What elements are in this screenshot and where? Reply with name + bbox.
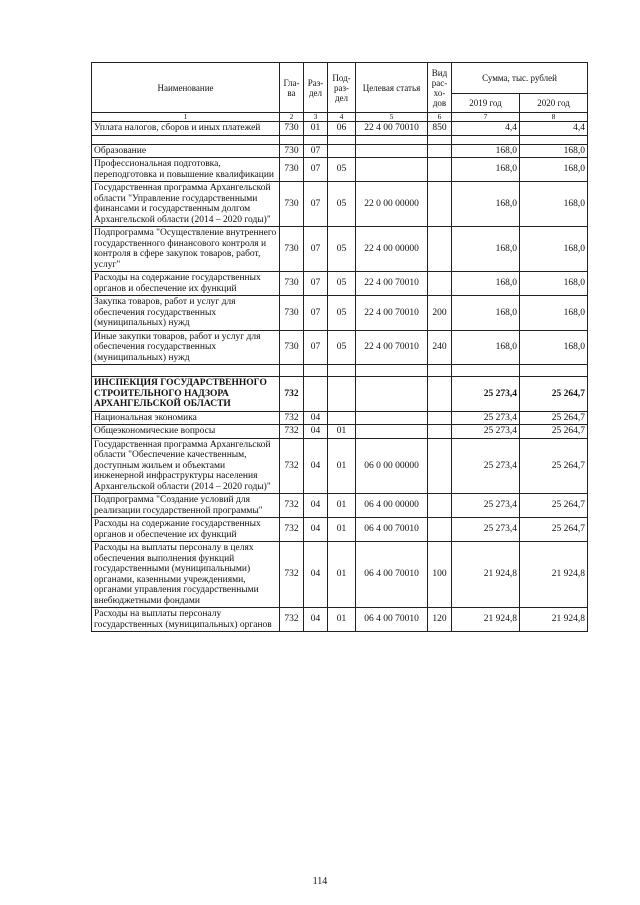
row-expense-type bbox=[428, 377, 452, 412]
row-target-article bbox=[356, 144, 428, 158]
row-razdel: 07 bbox=[304, 272, 328, 296]
table-row bbox=[92, 182, 588, 227]
row-podrazdel bbox=[328, 377, 356, 412]
row-glava: 730 bbox=[280, 144, 304, 158]
row-sum-2019: 168,0 bbox=[452, 330, 520, 365]
row-podrazdel: 05 bbox=[328, 330, 356, 365]
row-sum-2019: 168,0 bbox=[452, 182, 520, 227]
column-numbers-row bbox=[92, 113, 588, 122]
row-expense-type: 200 bbox=[428, 296, 452, 331]
header-target-article: Целевая статья bbox=[356, 63, 428, 113]
row-podrazdel bbox=[328, 144, 356, 158]
spacer-row bbox=[92, 135, 588, 144]
row-razdel: 07 bbox=[304, 182, 328, 227]
row-glava: 732 bbox=[280, 518, 304, 542]
header-expense-type: Вид рас-хо-дов bbox=[428, 63, 452, 113]
row-expense-type bbox=[428, 158, 452, 182]
row-sum-2020: 168,0 bbox=[520, 182, 588, 227]
row-sum-2020: 21 924,8 bbox=[520, 608, 588, 632]
table-row bbox=[92, 272, 588, 296]
column-number: 5 bbox=[356, 113, 428, 122]
row-razdel: 07 bbox=[304, 296, 328, 331]
row-name: Закупка товаров, работ и услуг для обеспечения государственных (муниципальных) нужд bbox=[92, 296, 280, 331]
row-podrazdel: 06 bbox=[328, 122, 356, 136]
row-razdel: 04 bbox=[304, 438, 328, 494]
row-expense-type bbox=[428, 411, 452, 425]
row-name: Общеэкономические вопросы bbox=[92, 425, 280, 439]
page-number: 114 bbox=[312, 876, 328, 887]
row-sum-2020: 21 924,8 bbox=[520, 542, 588, 608]
row-sum-2020: 25 264,7 bbox=[520, 425, 588, 439]
row-name: Расходы на выплаты персоналу государственных (муниципальных) органов bbox=[92, 608, 280, 632]
table-row bbox=[92, 227, 588, 272]
table-row bbox=[92, 122, 588, 136]
row-podrazdel: 01 bbox=[328, 608, 356, 632]
row-target-article: 22 0 00 00000 bbox=[356, 182, 428, 227]
row-sum-2019: 168,0 bbox=[452, 144, 520, 158]
row-sum-2020: 25 264,7 bbox=[520, 377, 588, 412]
row-podrazdel: 05 bbox=[328, 296, 356, 331]
header-sum: Сумма, тыс. рублей bbox=[452, 63, 588, 94]
row-podrazdel: 05 bbox=[328, 158, 356, 182]
row-target-article: 06 4 00 00000 bbox=[356, 494, 428, 518]
table-row bbox=[92, 542, 588, 608]
row-name: Расходы на выплаты персоналу в целях обеспечения выполнения функций государственными (муниципальными) органами, казенными учреждениями, органами управления государственными внебюджетными фондами bbox=[92, 542, 280, 608]
row-name: Уплата налогов, сборов и иных платежей bbox=[92, 122, 280, 136]
row-target-article bbox=[356, 158, 428, 182]
row-glava: 730 bbox=[280, 122, 304, 136]
row-sum-2020: 168,0 bbox=[520, 158, 588, 182]
header-podrazdel: Под-раз-дел bbox=[328, 63, 356, 113]
row-podrazdel bbox=[328, 411, 356, 425]
row-sum-2020: 25 264,7 bbox=[520, 494, 588, 518]
row-name: ИНСПЕКЦИЯ ГОСУДАРСТВЕННОГО СТРОИТЕЛЬНОГО НАДЗОРА АРХАНГЕЛЬСКОЙ ОБЛАСТИ bbox=[92, 377, 280, 412]
row-expense-type bbox=[428, 438, 452, 494]
row-sum-2019: 25 273,4 bbox=[452, 494, 520, 518]
row-target-article: 06 4 00 70010 bbox=[356, 542, 428, 608]
row-sum-2019: 4,4 bbox=[452, 122, 520, 136]
row-target-article: 06 4 00 70010 bbox=[356, 518, 428, 542]
row-razdel: 07 bbox=[304, 330, 328, 365]
row-glava: 730 bbox=[280, 330, 304, 365]
row-sum-2019: 168,0 bbox=[452, 272, 520, 296]
column-number: 8 bbox=[520, 113, 588, 122]
row-sum-2020: 25 264,7 bbox=[520, 438, 588, 494]
row-podrazdel: 01 bbox=[328, 494, 356, 518]
row-razdel: 04 bbox=[304, 411, 328, 425]
table-row bbox=[92, 144, 588, 158]
row-sum-2020: 168,0 bbox=[520, 227, 588, 272]
row-razdel bbox=[304, 377, 328, 412]
table-row bbox=[92, 296, 588, 331]
row-sum-2020: 25 264,7 bbox=[520, 411, 588, 425]
row-razdel: 07 bbox=[304, 144, 328, 158]
row-razdel: 04 bbox=[304, 425, 328, 439]
row-glava: 732 bbox=[280, 438, 304, 494]
row-name: Государственная программа Архангельской области "Обеспечение качественным, доступным жильем и объектами инженерной инфраструктуры населения Архангельской области (2014 – 2020 годы)" bbox=[92, 438, 280, 494]
row-target-article: 22 4 00 70010 bbox=[356, 330, 428, 365]
column-number: 4 bbox=[328, 113, 356, 122]
row-podrazdel: 01 bbox=[328, 518, 356, 542]
row-expense-type bbox=[428, 518, 452, 542]
table-row bbox=[92, 425, 588, 439]
row-expense-type bbox=[428, 272, 452, 296]
row-razdel: 04 bbox=[304, 608, 328, 632]
row-sum-2019: 25 273,4 bbox=[452, 438, 520, 494]
row-sum-2019: 25 273,4 bbox=[452, 518, 520, 542]
table-row bbox=[92, 608, 588, 632]
row-name: Подпрограмма "Создание условий для реализации государственной программы" bbox=[92, 494, 280, 518]
row-sum-2020: 168,0 bbox=[520, 144, 588, 158]
row-razdel: 04 bbox=[304, 518, 328, 542]
row-expense-type: 240 bbox=[428, 330, 452, 365]
header-year-2019: 2019 год bbox=[452, 94, 520, 113]
row-sum-2020: 168,0 bbox=[520, 330, 588, 365]
row-sum-2019: 21 924,8 bbox=[452, 542, 520, 608]
row-target-article: 22 4 00 70010 bbox=[356, 272, 428, 296]
row-glava: 732 bbox=[280, 542, 304, 608]
row-glava: 732 bbox=[280, 411, 304, 425]
row-name: Подпрограмма "Осуществление внутреннего государственного финансового контроля и контроля в сфере закупок товаров, работ, услуг" bbox=[92, 227, 280, 272]
table-row bbox=[92, 158, 588, 182]
column-number: 6 bbox=[428, 113, 452, 122]
row-sum-2019: 21 924,8 bbox=[452, 608, 520, 632]
row-sum-2019: 168,0 bbox=[452, 296, 520, 331]
row-sum-2020: 168,0 bbox=[520, 272, 588, 296]
table-row bbox=[92, 494, 588, 518]
spacer-row bbox=[92, 365, 588, 377]
table-row bbox=[92, 411, 588, 425]
row-sum-2019: 25 273,4 bbox=[452, 425, 520, 439]
row-podrazdel: 05 bbox=[328, 272, 356, 296]
row-expense-type bbox=[428, 182, 452, 227]
row-glava: 730 bbox=[280, 272, 304, 296]
row-glava: 730 bbox=[280, 296, 304, 331]
header-glava: Гла-ва bbox=[280, 63, 304, 113]
row-target-article: 22 4 00 70010 bbox=[356, 296, 428, 331]
column-number: 7 bbox=[452, 113, 520, 122]
row-expense-type: 120 bbox=[428, 608, 452, 632]
row-sum-2019: 25 273,4 bbox=[452, 377, 520, 412]
table-row bbox=[92, 330, 588, 365]
row-expense-type bbox=[428, 227, 452, 272]
row-sum-2019: 168,0 bbox=[452, 158, 520, 182]
row-sum-2019: 168,0 bbox=[452, 227, 520, 272]
row-target-article bbox=[356, 425, 428, 439]
row-expense-type: 100 bbox=[428, 542, 452, 608]
row-name: Иные закупки товаров, работ и услуг для обеспечения государственных (муниципальных) нужд bbox=[92, 330, 280, 365]
row-podrazdel: 01 bbox=[328, 542, 356, 608]
row-glava: 732 bbox=[280, 608, 304, 632]
row-name: Профессиональная подготовка, переподготовка и повышение квалификации bbox=[92, 158, 280, 182]
row-name: Расходы на содержание государственных органов и обеспечение их функций bbox=[92, 272, 280, 296]
row-podrazdel: 01 bbox=[328, 438, 356, 494]
row-expense-type bbox=[428, 494, 452, 518]
row-sum-2020: 25 264,7 bbox=[520, 518, 588, 542]
row-razdel: 07 bbox=[304, 227, 328, 272]
row-glava: 732 bbox=[280, 494, 304, 518]
row-name: Национальная экономика bbox=[92, 411, 280, 425]
row-glava: 732 bbox=[280, 377, 304, 412]
row-podrazdel: 05 bbox=[328, 182, 356, 227]
row-name: Расходы на содержание государственных органов и обеспечение их функций bbox=[92, 518, 280, 542]
header-year-2020: 2020 год bbox=[520, 94, 588, 113]
row-glava: 730 bbox=[280, 182, 304, 227]
table-row bbox=[92, 518, 588, 542]
row-razdel: 04 bbox=[304, 542, 328, 608]
header-razdel: Раз-дел bbox=[304, 63, 328, 113]
row-razdel: 01 bbox=[304, 122, 328, 136]
header-row bbox=[92, 63, 588, 94]
table-row bbox=[92, 438, 588, 494]
budget-page bbox=[91, 62, 587, 632]
row-expense-type: 850 bbox=[428, 122, 452, 136]
row-sum-2020: 168,0 bbox=[520, 296, 588, 331]
row-sum-2019: 25 273,4 bbox=[452, 411, 520, 425]
row-podrazdel: 05 bbox=[328, 227, 356, 272]
row-name: Государственная программа Архангельской области "Управление государственными финансами и государственным долгом Архангельской области (2014 – 2020 годы)" bbox=[92, 182, 280, 227]
row-name: Образование bbox=[92, 144, 280, 158]
row-razdel: 07 bbox=[304, 158, 328, 182]
row-expense-type bbox=[428, 425, 452, 439]
table-row-section-header bbox=[92, 377, 588, 412]
row-glava: 730 bbox=[280, 227, 304, 272]
row-glava: 732 bbox=[280, 425, 304, 439]
row-razdel: 04 bbox=[304, 494, 328, 518]
row-glava: 730 bbox=[280, 158, 304, 182]
row-podrazdel: 01 bbox=[328, 425, 356, 439]
row-target-article bbox=[356, 377, 428, 412]
row-target-article: 06 4 00 70010 bbox=[356, 608, 428, 632]
header-name: Наименование bbox=[92, 63, 280, 113]
column-number: 3 bbox=[304, 113, 328, 122]
row-target-article: 06 0 00 00000 bbox=[356, 438, 428, 494]
column-number: 1 bbox=[92, 113, 280, 122]
row-sum-2020: 4,4 bbox=[520, 122, 588, 136]
row-expense-type bbox=[428, 144, 452, 158]
row-target-article: 22 4 00 00000 bbox=[356, 227, 428, 272]
column-number: 2 bbox=[280, 113, 304, 122]
row-target-article bbox=[356, 411, 428, 425]
budget-table bbox=[91, 62, 588, 632]
row-target-article: 22 4 00 70010 bbox=[356, 122, 428, 136]
